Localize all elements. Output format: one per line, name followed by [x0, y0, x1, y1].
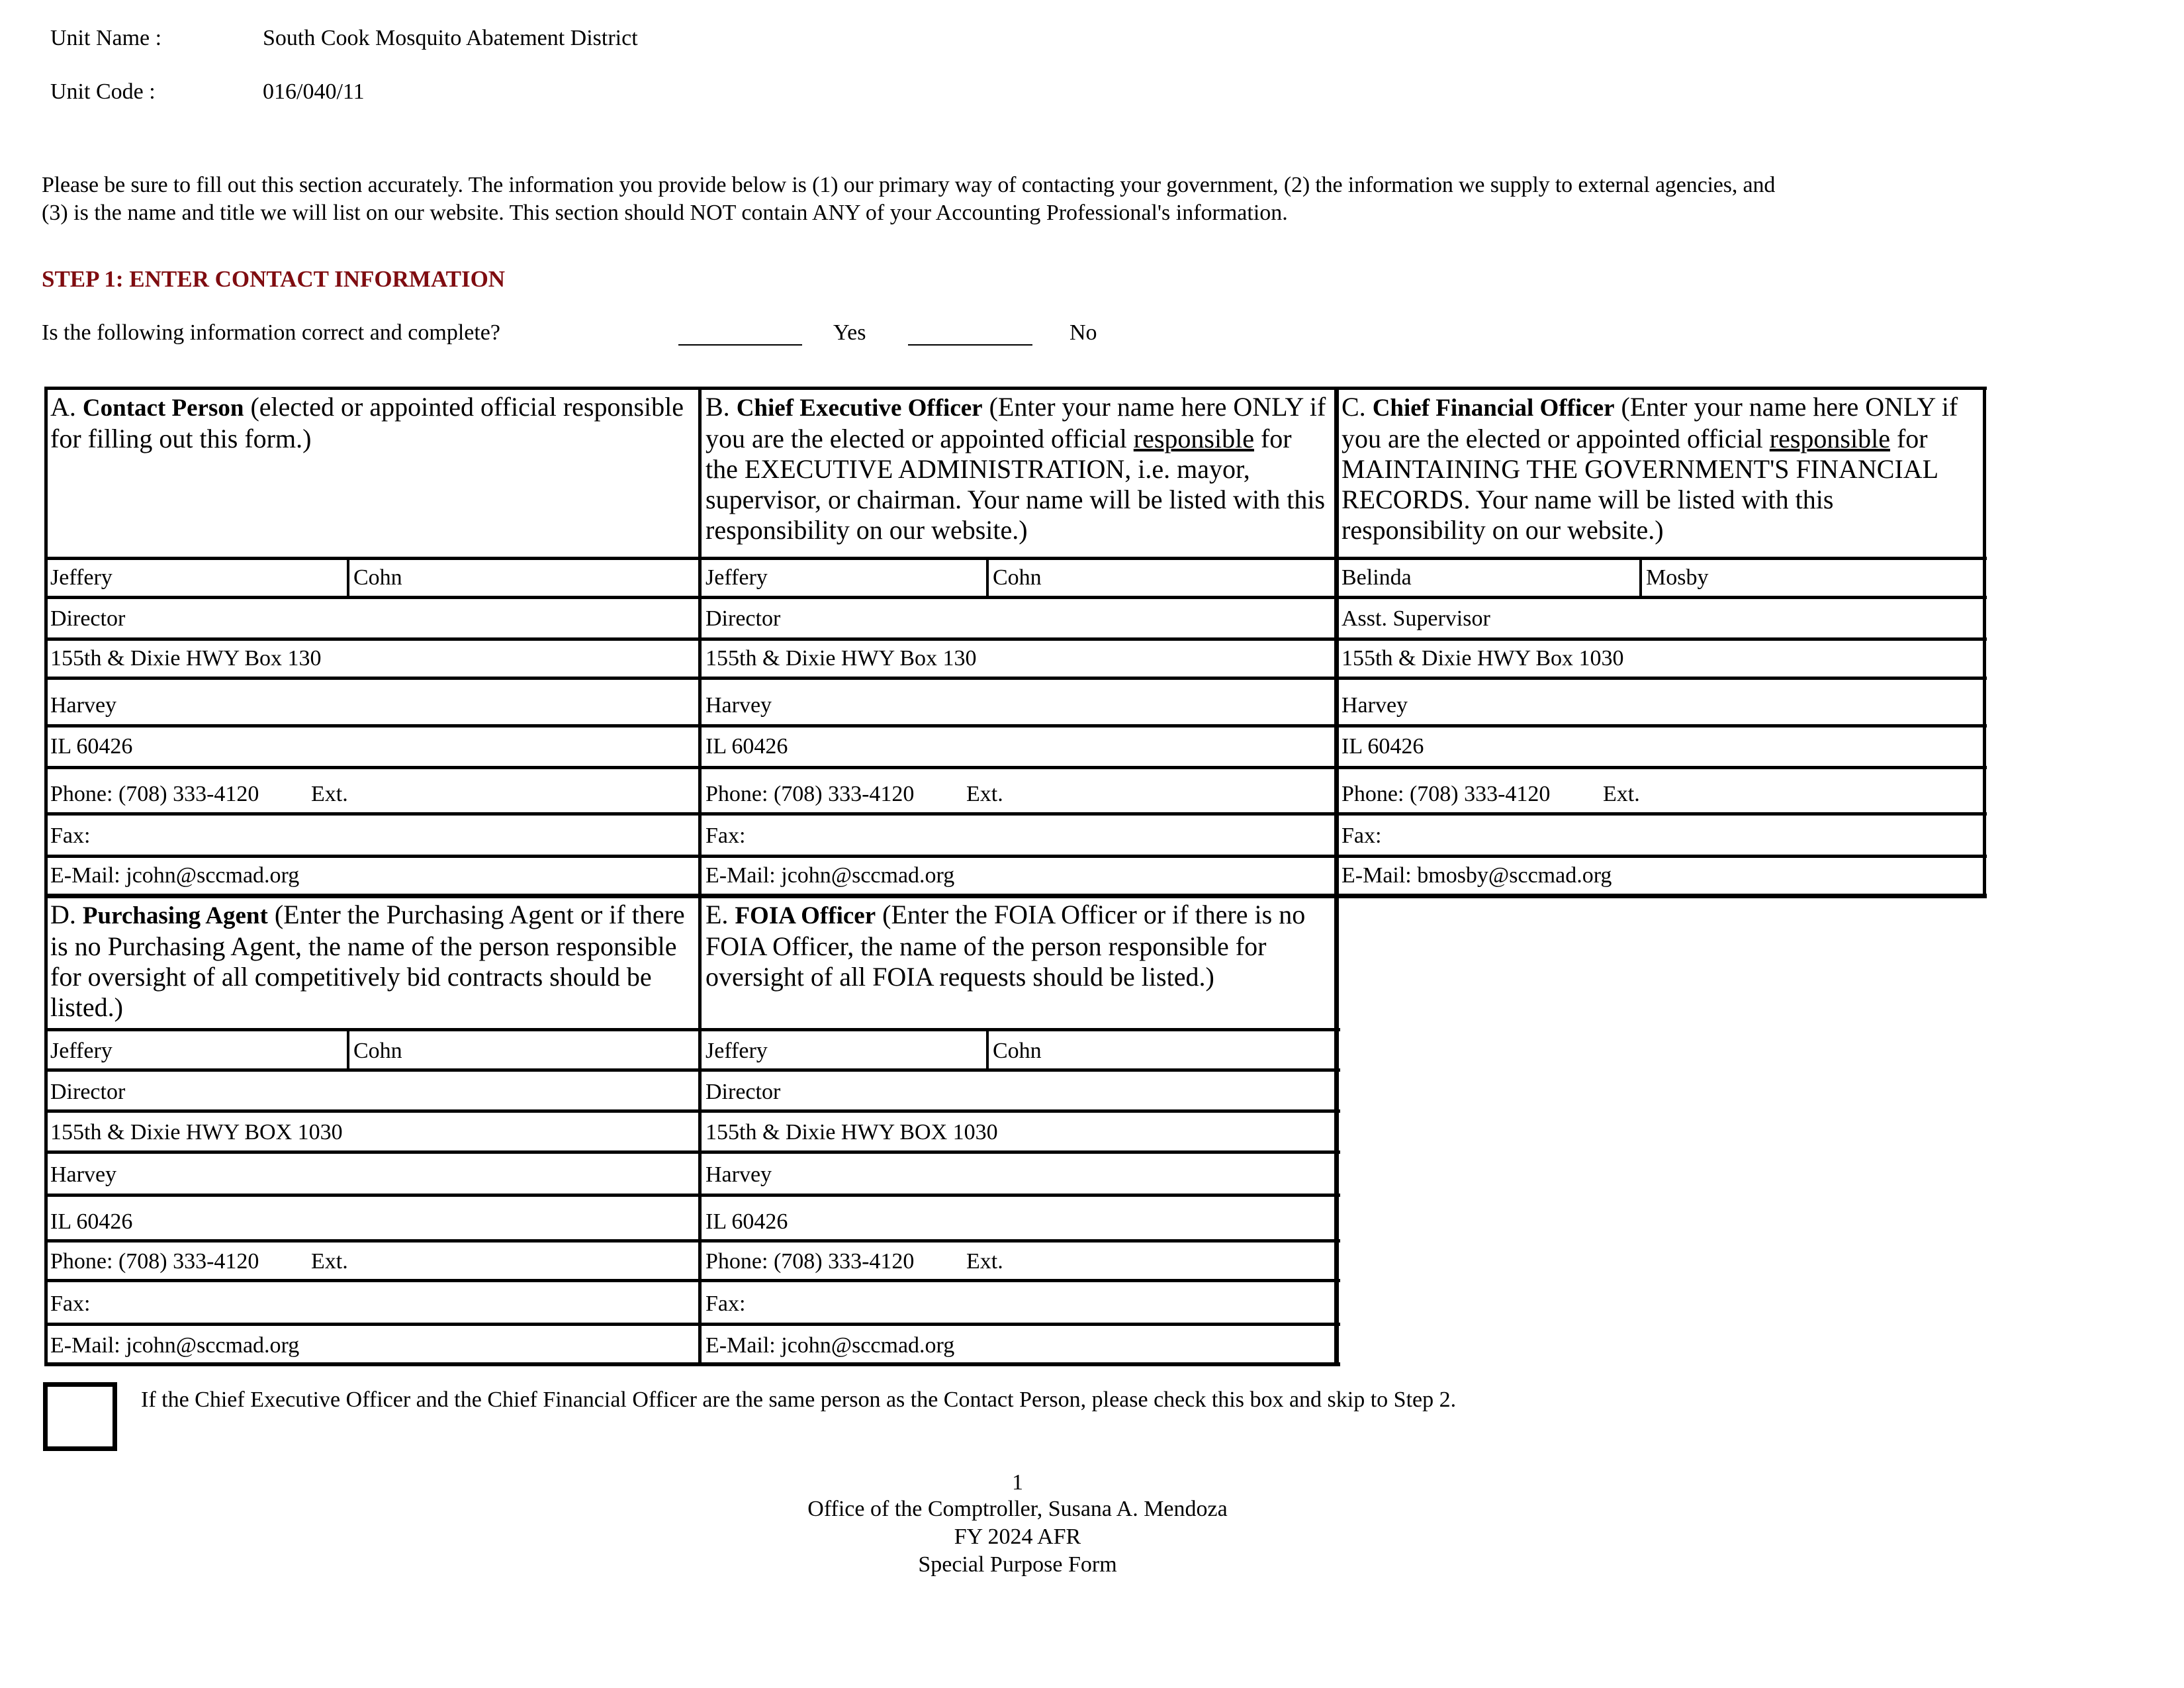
table-line	[347, 1030, 349, 1070]
section-d-description: (Enter the Purchasing Agent or if there is no Purchasing Agent, the name of the person responsible for oversight of all competitively bid contracts should be listed.)	[50, 900, 685, 1022]
table-line	[44, 766, 1987, 769]
d-first-name-field[interactable]: Jeffery	[50, 1039, 113, 1063]
unit-code-value: 016/040/11	[263, 79, 365, 104]
table-line	[44, 724, 1987, 727]
section-a-title: Contact Person	[82, 395, 244, 422]
a-address-field[interactable]: 155th & Dixie HWY Box 130	[50, 646, 322, 671]
e-first-name-field[interactable]: Jeffery	[705, 1039, 768, 1063]
section-c-description: (Enter your name here ONLY if you are the elected or appointed official	[1342, 392, 1958, 453]
d-last-name-field[interactable]: Cohn	[353, 1039, 402, 1063]
table-line	[986, 558, 989, 598]
table-line	[44, 557, 1987, 560]
table-line	[44, 677, 1987, 680]
step-1-title: STEP 1: ENTER CONTACT INFORMATION	[42, 266, 506, 292]
table-line	[347, 558, 349, 598]
e-address-field[interactable]: 155th & Dixie HWY BOX 1030	[705, 1120, 998, 1145]
section-b-description: (Enter your name here ONLY if you are the elected or appointed official	[705, 392, 1326, 453]
section-c-description-end: for MAINTAINING THE GOVERNMENT'S FINANCIAL RECORDS. Your name will be listed with this responsibility on our website.)	[1342, 424, 1938, 545]
table-line	[698, 387, 702, 1366]
d-fax-field[interactable]: Fax:	[50, 1291, 91, 1316]
e-ext-label: Ext.	[966, 1249, 1003, 1274]
table-border-right	[1983, 387, 1986, 898]
table-line	[1639, 558, 1642, 598]
section-b-description-end: for the EXECUTIVE ADMINISTRATION, i.e. mayor, supervisor, or chairman. Your name will be listed with this responsibility on our website.)	[705, 424, 1326, 545]
a-title-field[interactable]: Director	[50, 606, 126, 631]
unit-code-label: Unit Code :	[50, 79, 156, 104]
c-first-name-field[interactable]: Belinda	[1342, 565, 1412, 590]
b-city-field[interactable]: Harvey	[705, 693, 772, 718]
c-title-field[interactable]: Asst. Supervisor	[1342, 606, 1490, 631]
b-state-zip-field[interactable]: IL 60426	[705, 734, 788, 759]
intro-line-1: Please be sure to fill out this section accurately. The information you provide below is (1) our primary way of contacting your government, (2) the information we supply to external agencies, and	[42, 173, 1776, 197]
e-phone-field[interactable]: Phone: (708) 333-4120	[705, 1249, 915, 1274]
e-email-field[interactable]: E-Mail: jcohn@sccmad.org	[705, 1333, 955, 1358]
table-line	[44, 855, 1987, 858]
table-line	[44, 1028, 1340, 1031]
no-blank-field[interactable]	[908, 344, 1032, 346]
section-c-header	[1342, 392, 1980, 545]
yes-blank-field[interactable]	[678, 344, 802, 346]
e-last-name-field[interactable]: Cohn	[993, 1039, 1042, 1063]
section-c-underlined: responsible	[1769, 424, 1890, 453]
section-a-description: (elected or appointed official responsible for filling out this form.)	[50, 392, 684, 453]
b-fax-field[interactable]: Fax:	[705, 823, 746, 848]
c-fax-field[interactable]: Fax:	[1342, 823, 1382, 848]
table-line	[44, 1150, 1340, 1154]
d-title-field[interactable]: Director	[50, 1080, 126, 1104]
section-a-prefix: A.	[50, 392, 76, 422]
a-first-name-field[interactable]: Jeffery	[50, 565, 113, 590]
section-d-title: Purchasing Agent	[82, 902, 268, 929]
e-title-field[interactable]: Director	[705, 1080, 781, 1104]
e-fax-field[interactable]: Fax:	[705, 1291, 746, 1316]
section-b-header	[705, 392, 1328, 545]
c-state-zip-field[interactable]: IL 60426	[1342, 734, 1424, 759]
section-b-prefix: B.	[705, 392, 730, 422]
yes-label: Yes	[833, 320, 866, 345]
b-last-name-field[interactable]: Cohn	[993, 565, 1042, 590]
section-d-header	[50, 900, 686, 1023]
b-ext-label: Ext.	[966, 782, 1003, 806]
a-state-zip-field[interactable]: IL 60426	[50, 734, 133, 759]
d-email-field[interactable]: E-Mail: jcohn@sccmad.org	[50, 1333, 300, 1358]
confirm-question: Is the following information correct and complete?	[42, 320, 500, 345]
table-line	[44, 1239, 1340, 1243]
c-city-field[interactable]: Harvey	[1342, 693, 1408, 718]
table-line	[1334, 387, 1339, 1366]
table-line	[44, 1279, 1340, 1282]
b-title-field[interactable]: Director	[705, 606, 781, 631]
table-line	[44, 596, 1987, 599]
d-city-field[interactable]: Harvey	[50, 1162, 117, 1187]
table-line	[44, 1109, 1340, 1113]
table-border-top	[44, 387, 1987, 390]
footer-form-name: Special Purpose Form	[918, 1552, 1117, 1577]
b-email-field[interactable]: E-Mail: jcohn@sccmad.org	[705, 863, 955, 888]
d-ext-label: Ext.	[311, 1249, 348, 1274]
table-border-left	[44, 387, 48, 1366]
table-border-bottom	[44, 1362, 1340, 1366]
table-line	[986, 1030, 989, 1070]
table-line	[44, 1068, 1340, 1072]
e-city-field[interactable]: Harvey	[705, 1162, 772, 1187]
unit-name-label: Unit Name :	[50, 26, 162, 50]
section-e-description: (Enter the FOIA Officer or if there is no FOIA Officer, the name of the person responsible for oversight of all FOIA requests should be listed.)	[705, 900, 1306, 992]
table-line	[44, 812, 1987, 816]
a-phone-field[interactable]: Phone: (708) 333-4120	[50, 782, 259, 806]
c-last-name-field[interactable]: Mosby	[1646, 565, 1709, 590]
a-email-field[interactable]: E-Mail: jcohn@sccmad.org	[50, 863, 300, 888]
section-b-underlined: responsible	[1133, 424, 1254, 453]
section-c-prefix: C.	[1342, 392, 1366, 422]
no-label: No	[1069, 320, 1097, 345]
e-state-zip-field[interactable]: IL 60426	[705, 1209, 788, 1234]
footer-office: Office of the Comptroller, Susana A. Mendoza	[807, 1497, 1228, 1521]
c-ext-label: Ext.	[1603, 782, 1640, 806]
table-line	[44, 1194, 1340, 1197]
intro-line-2: (3) is the name and title we will list on our website. This section should NOT contain ANY of your Accounting Professional's information.	[42, 201, 1288, 225]
section-e-header	[705, 900, 1331, 992]
a-fax-field[interactable]: Fax:	[50, 823, 91, 848]
c-phone-field[interactable]: Phone: (708) 333-4120	[1342, 782, 1551, 806]
section-b-title: Chief Executive Officer	[736, 395, 983, 422]
b-address-field[interactable]: 155th & Dixie HWY Box 130	[705, 646, 977, 671]
b-first-name-field[interactable]: Jeffery	[705, 565, 768, 590]
a-ext-label: Ext.	[311, 782, 348, 806]
table-line	[44, 894, 1987, 898]
d-address-field[interactable]: 155th & Dixie HWY BOX 1030	[50, 1120, 343, 1145]
footer-fy: FY 2024 AFR	[954, 1524, 1081, 1549]
table-line	[44, 637, 1987, 641]
d-state-zip-field[interactable]: IL 60426	[50, 1209, 133, 1234]
section-d-prefix: D.	[50, 900, 76, 929]
d-phone-field[interactable]: Phone: (708) 333-4120	[50, 1249, 259, 1274]
c-email-field[interactable]: E-Mail: bmosby@sccmad.org	[1342, 863, 1612, 888]
same-person-checkbox[interactable]	[43, 1382, 117, 1451]
section-e-prefix: E.	[705, 900, 729, 929]
section-e-title: FOIA Officer	[735, 902, 876, 929]
page-number: 1	[1012, 1470, 1023, 1495]
section-c-title: Chief Financial Officer	[1372, 395, 1615, 422]
section-a-header	[50, 392, 686, 454]
c-address-field[interactable]: 155th & Dixie HWY Box 1030	[1342, 646, 1624, 671]
b-phone-field[interactable]: Phone: (708) 333-4120	[705, 782, 915, 806]
unit-name-value: South Cook Mosquito Abatement District	[263, 26, 638, 50]
same-person-note: If the Chief Executive Officer and the Chief Financial Officer are the same person as the Contact Person, please check this box and skip to Step 2.	[141, 1387, 1457, 1412]
a-last-name-field[interactable]: Cohn	[353, 565, 402, 590]
table-line	[44, 1323, 1340, 1326]
a-city-field[interactable]: Harvey	[50, 693, 117, 718]
